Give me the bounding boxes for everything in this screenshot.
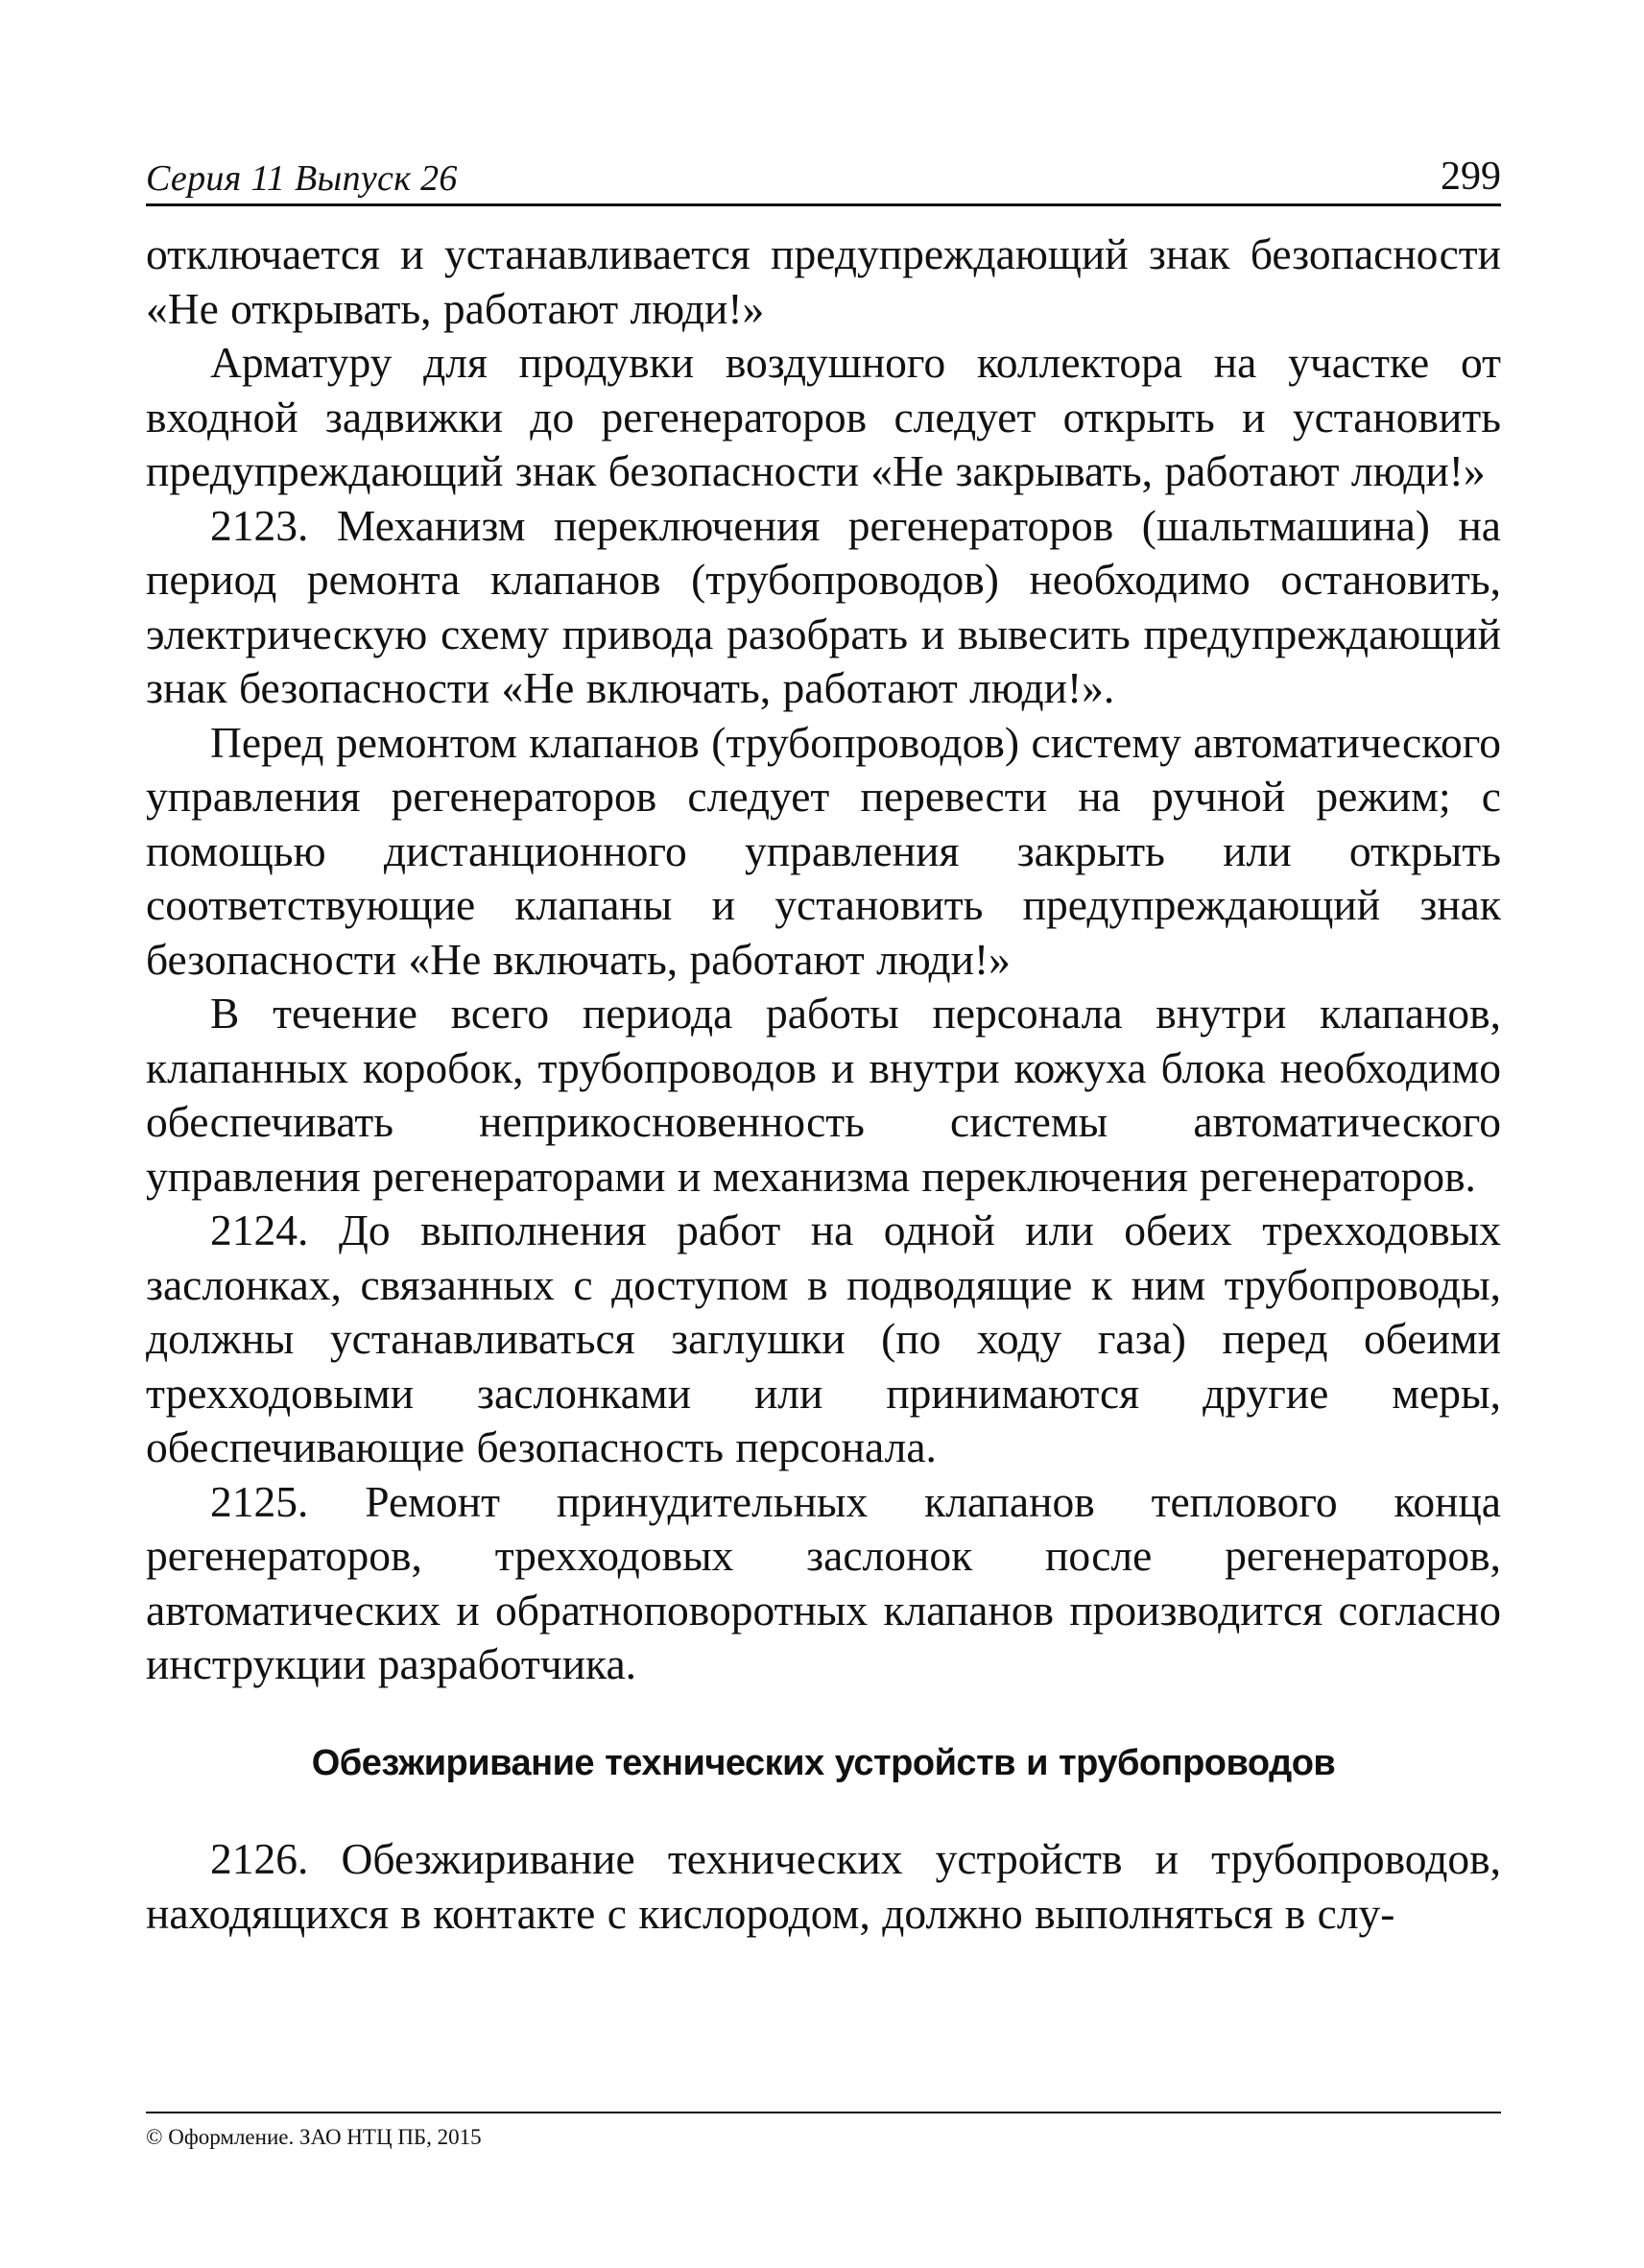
paragraph-2126: 2126. Обезжиривание технических устройств и трубопроводов, находящихся в контакте с кислородом, должно выполняться в слу-: [146, 1834, 1501, 1938]
page-footer: [146, 2112, 1501, 2150]
series-title: Серия 11 Выпуск 26: [146, 158, 458, 199]
page-number: 299: [1441, 155, 1501, 199]
paragraph: В течение всего периода работы персонала внутри клапанов, клапанных коробок, трубопроводов и внутри кожуха блока необходимо обеспечивать неприкосновенность системы автоматического управления регенераторами и механизма переключения регенераторов.: [146, 989, 1501, 1201]
paragraph-2123: 2123. Механизм переключения регенераторов (шальтмашина) на период ремонта клапанов (трубопроводов) необходимо остановить, электрическую схему привода разобрать и вывесить предупреждающий знак безопасности «Не включать, работают люди!».: [146, 500, 1501, 712]
paragraph-2124: 2124. До выполнения работ на одной или обеих трехходовых заслонках, связанных с доступом в подводящие к ним трубопроводы, должны устанавливаться заглушки (по ходу газа) перед обеими трехходовыми заслонками или принимаются другие меры, обеспечивающие безопасность персонала.: [146, 1206, 1501, 1471]
document-body: [146, 227, 1501, 1941]
section-heading: Обезжиривание технических устройств и трубопроводов: [311, 1742, 1336, 1783]
paragraph: отключается и устанавливается предупреждающий знак безопасности «Не открывать, работают люди!»: [146, 229, 1501, 333]
copyright-notice: © Оформление. ЗАО НТЦ ПБ, 2015: [146, 2125, 482, 2149]
document-page: [146, 144, 1501, 1941]
paragraph: Перед ремонтом клапанов (трубопроводов) систему автоматического управления регенераторов следует перевести на ручной режим; с помощью дистанционного управления закрыть или открыть соответствующие клапаны и установить предупреждающий знак безопасности «Не включать, работают люди!»: [146, 717, 1501, 984]
paragraph: Арматуру для продувки воздушного коллектора на участке от входной задвижки до регенераторов следует открыть и установить предупреждающий знак безопасности «Не закрывать, работают люди!»: [146, 338, 1501, 495]
paragraph-2125: 2125. Ремонт принудительных клапанов теплового конца регенераторов, трехходовых заслонок после регенераторов, автоматических и обратноповоротных клапанов производится согласно инструкции разработчика.: [146, 1476, 1501, 1688]
running-header: [146, 144, 1501, 206]
